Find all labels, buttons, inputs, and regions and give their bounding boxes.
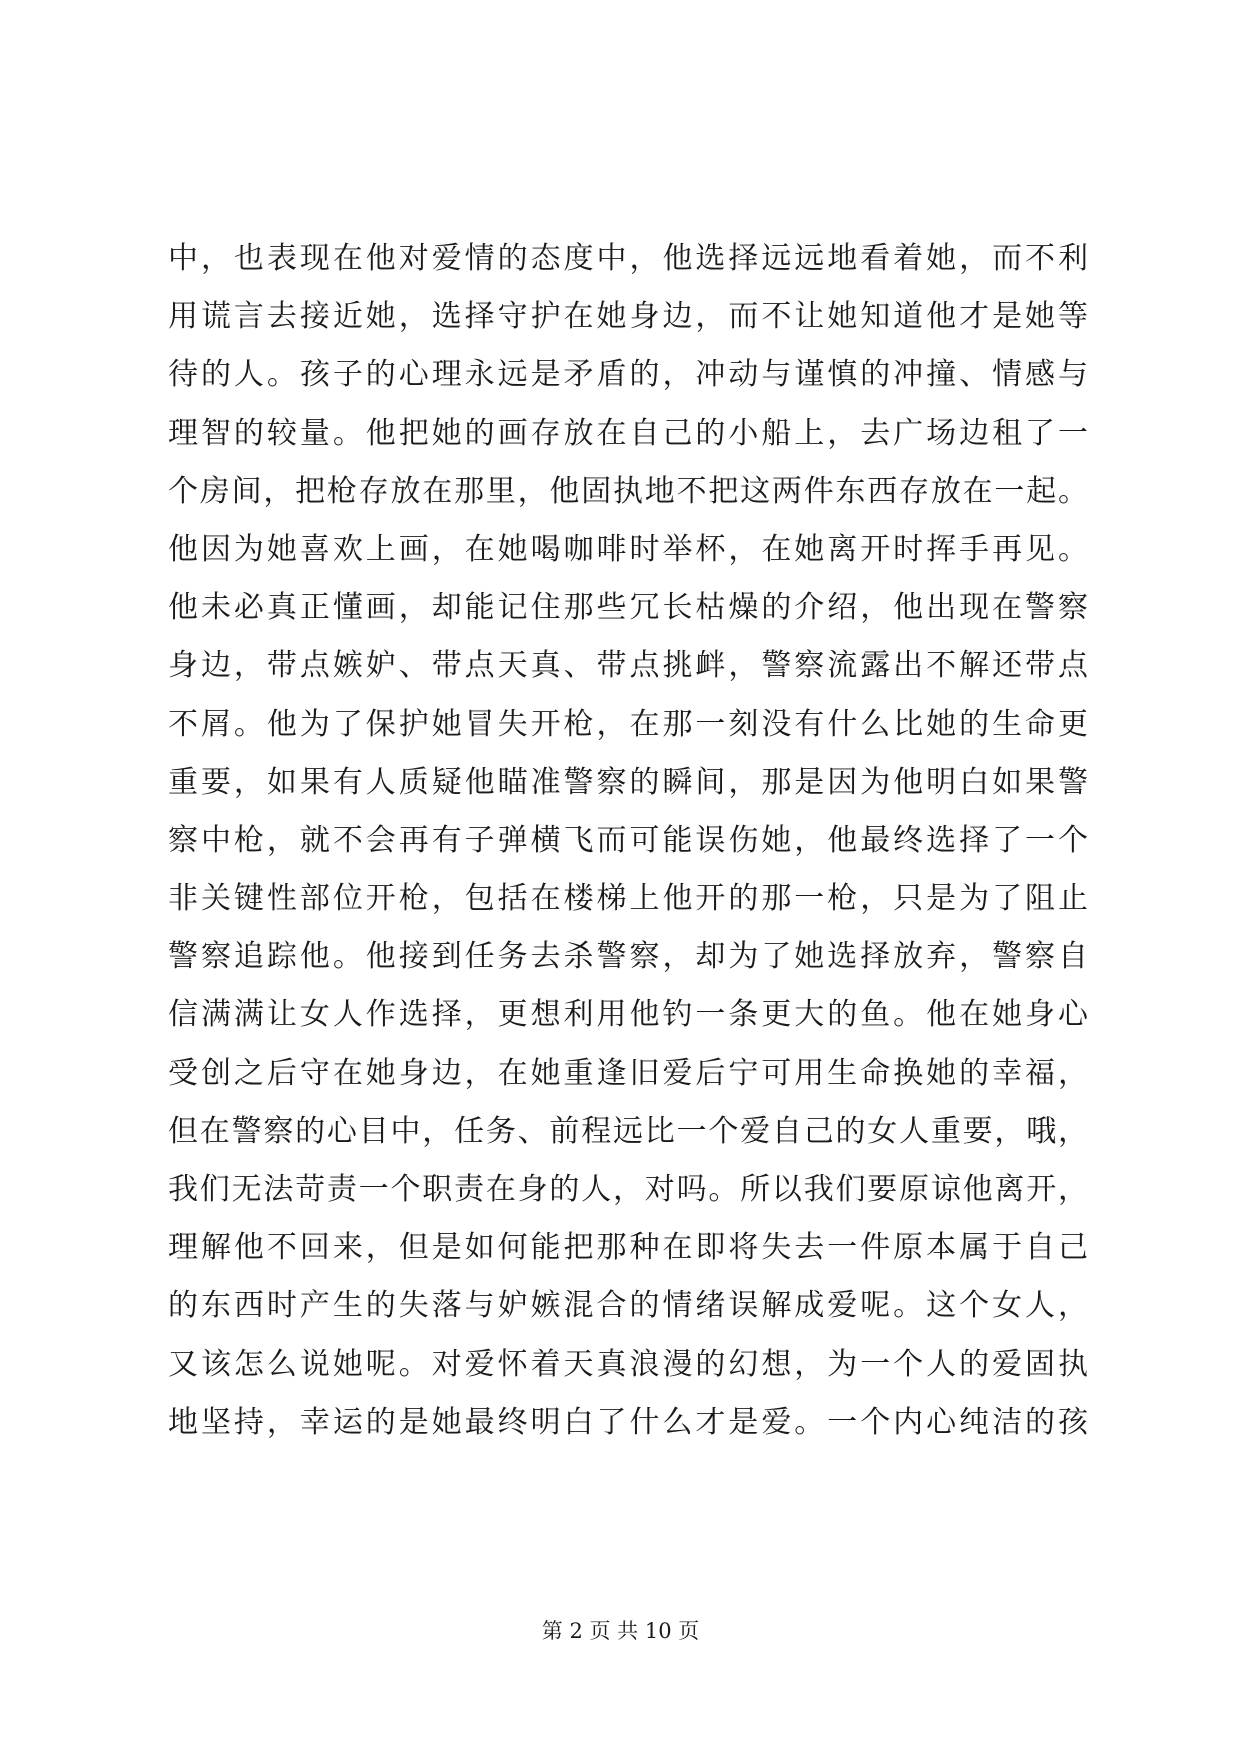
text-line: 中，也表现在他对爱情的态度中，他选择远远地看着她，而不利 — [168, 241, 1088, 276]
text-line: 重要，如果有人质疑他瞄准警察的瞬间，那是因为他明白如果警 — [168, 764, 1088, 800]
text-line: 的东西时产生的失落与妒嫉混合的情绪误解成爱呢。这个女人， — [168, 1288, 1088, 1324]
text-line: 地坚持，幸运的是她最终明白了什么才是爱。一个内心纯洁的孩 — [168, 1404, 1088, 1440]
text-line: 察中枪，就不会再有子弹横飞而可能误伤她，他最终选择了一个 — [168, 822, 1088, 858]
text-line: 我们无法苛责一个职责在身的人，对吗。所以我们要原谅他离开， — [168, 1172, 1088, 1207]
text-line: 不屑。他为了保护她冒失开枪，在那一刻没有什么比她的生命更 — [168, 706, 1088, 742]
text-line: 非关键性部位开枪，包括在楼梯上他开的那一枪，只是为了阻止 — [168, 881, 1088, 917]
text-line: 又该怎么说她呢。对爱怀着天真浪漫的幻想，为一个人的爱固执 — [168, 1346, 1088, 1382]
text-line: 但在警察的心目中，任务、前程远比一个爱自己的女人重要，哦， — [168, 1113, 1088, 1149]
page-number-footer: 第 2 页 共 10 页 — [541, 1619, 700, 1643]
text-line: 信满满让女人作选择，更想利用他钓一条更大的鱼。他在她身心 — [168, 997, 1088, 1033]
text-line: 警察追踪他。他接到任务去杀警察，却为了她选择放弃，警察自 — [168, 939, 1088, 975]
text-line: 他因为她喜欢上画，在她喝咖啡时举杯，在她离开时挥手再见。 — [168, 531, 1088, 567]
text-line: 理智的较量。他把她的画存放在自己的小船上，去广场边租了一 — [168, 415, 1088, 451]
text-line: 身边，带点嫉妒、带点天真、带点挑衅，警察流露出不解还带点 — [168, 648, 1088, 684]
text-line: 理解他不回来，但是如何能把那种在即将失去一件原本属于自己 — [168, 1230, 1088, 1266]
text-line: 用谎言去接近她，选择守护在她身边，而不让她知道他才是她等 — [168, 299, 1088, 335]
text-line: 受创之后守在她身边，在她重逢旧爱后宁可用生命换她的幸福， — [168, 1055, 1088, 1091]
text-line: 他未必真正懂画，却能记住那些冗长枯燥的介绍，他出现在警察 — [168, 590, 1088, 626]
text-line: 待的人。孩子的心理永远是矛盾的，冲动与谨慎的冲撞、情感与 — [168, 357, 1088, 393]
text-line: 个房间，把枪存放在那里，他固执地不把这两件东西存放在一起。 — [168, 473, 1088, 509]
body-text — [168, 230, 1088, 1452]
